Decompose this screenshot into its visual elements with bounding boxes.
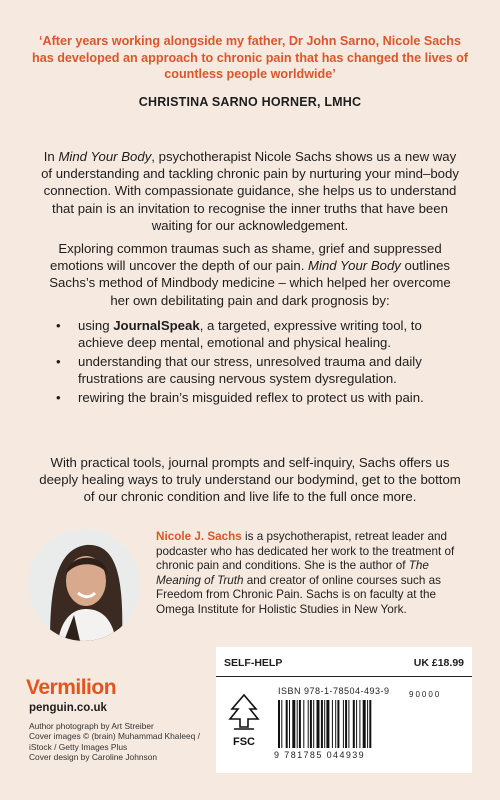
other-book-title: The Meaning of Truth [156, 559, 429, 587]
endorsement-quote [30, 33, 470, 83]
list-item [56, 390, 466, 407]
list-item-text: using [78, 318, 114, 333]
barcode-addon: 90000 [409, 690, 442, 699]
cover-credits [29, 721, 209, 763]
quote-attribution: CHRISTINA SARNO HORNER, LMHC [138, 95, 362, 109]
author-bio [156, 530, 476, 618]
paragraph-text: Exploring common traumas such as shame, grief and suppressed emotions will uncover the depth of our pain. [49, 241, 442, 274]
list-item [56, 318, 466, 351]
credit-line: Author photograph by Art Streiber [29, 721, 154, 731]
method-list [56, 318, 466, 410]
bullet-icon: • [56, 354, 61, 370]
list-item-text: rewiring the brain’s misguided reflex to protect us with pain. [78, 390, 424, 406]
credit-line: Cover images © (brain) Muhammad Khaleeq / iStock / Getty Images Plus [29, 731, 200, 752]
book-title: Mind Your Body [58, 149, 152, 164]
quote-line: ‘After years working alongside my father, Dr John Sarno, Nicole Sachs [38, 34, 461, 48]
divider [216, 676, 472, 677]
book-title: Mind Your Body [308, 258, 401, 274]
list-item-text: understanding that our stress, unresolved trauma and daily frustrations are causing nervous system dysregulation. [78, 354, 422, 386]
list-item-bold: JournalSpeak [113, 318, 200, 333]
description-paragraph-1 [38, 148, 462, 234]
author-name: Nicole J. Sachs [156, 530, 242, 543]
isbn-text: ISBN 978-1-78504-493-9 [278, 686, 390, 696]
list-item [56, 354, 466, 387]
list-item-text: , a targeted, expressive writing tool, to achieve deep mental, emotional and physical healing. [78, 318, 422, 350]
paragraph-text: outlines Sachs’s method of Mindbody medicine – which helped her overcome her own debilitating pain and dark prognosis by: [49, 258, 451, 308]
credit-line: Cover design by Caroline Johnson [29, 752, 158, 763]
description-paragraph-2 [38, 240, 462, 309]
author-photo [28, 529, 140, 641]
category-label: SELF-HELP [224, 657, 283, 669]
fsc-label: FSC [233, 736, 255, 748]
description-paragraph-3: With practical tools, journal prompts and self-inquiry, Sachs offers us deeply healing ways to truly understand our bodymind, get to the bottom of our chronic condition and live life to the full once more. [39, 455, 461, 505]
price-label: UK £18.99 [413, 657, 464, 669]
bio-text: is a psychotherapist, retreat leader and podcaster who has dedicated her work to the treatment of chronic pain and conditions. She is the author of [156, 530, 455, 573]
quote-line: has developed an approach to chronic pain that has changed the lives of [32, 50, 468, 65]
bullet-icon: • [56, 318, 61, 333]
author-portrait-icon [28, 529, 140, 641]
barcode-icon [278, 700, 456, 748]
paragraph-text: , psychotherapist Nicole Sachs shows us a new way of understanding and tackling chronic pain by nurturing your mind–body connection. With compassionate guidance, she helps us to understand that pain is an invitation to recognise the inner truths that have been waiting for our acknowledgement. [41, 149, 459, 233]
paragraph-text: In [43, 149, 59, 164]
publisher-website: penguin.co.uk [29, 702, 107, 714]
publisher-logo: Vermilion [26, 676, 117, 699]
bullet-icon: • [56, 390, 61, 406]
bio-text: and creator of online courses such as Freedom from Chronic Pain. Sachs is on faculty at the Omega Institute for Holistic Studies in New York. [156, 573, 441, 616]
barcode-number: 9 781785 044939 [274, 750, 366, 760]
barcode-panel [216, 647, 472, 773]
fsc-tree-icon [226, 691, 262, 753]
quote-line: countless people worldwide’ [164, 67, 336, 81]
